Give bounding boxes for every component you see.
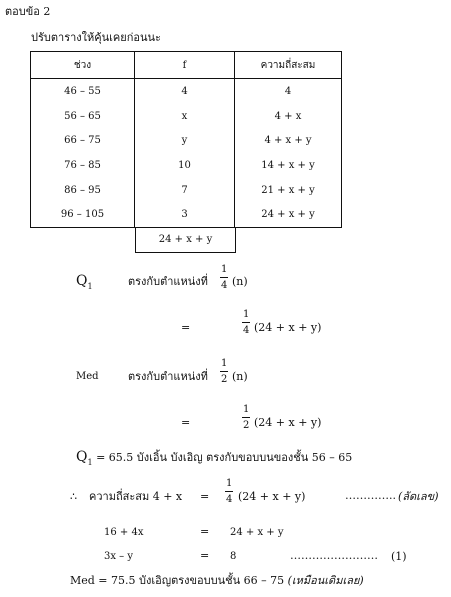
cumulative-cell: 4 + x + y (235, 128, 342, 153)
header-cumulative: ความถี่สะสม (235, 52, 342, 79)
frequency-cell: y (135, 128, 235, 153)
frequency-cell: 4 (135, 79, 235, 104)
cumulative-cell: 4 (235, 79, 342, 104)
frequency-sum-box: 24 + x + y (135, 228, 236, 253)
frequency-cell: 10 (135, 153, 235, 178)
interval-cell: 96 – 105 (31, 202, 135, 227)
frequency-cell: 3 (135, 202, 235, 227)
cumulative-cell: 24 + x + y (235, 202, 342, 227)
therefore-equals: = (200, 490, 210, 503)
eq3-rhs: 8 (230, 551, 237, 562)
interval-cell: 86 – 95 (31, 178, 135, 203)
frequency-cell: 7 (135, 178, 235, 203)
table-header-row (31, 52, 342, 79)
cumulative-cell: 4 + x (235, 104, 342, 129)
cumulative-cell: 14 + x + y (235, 153, 342, 178)
q1-value-text: = 65.5 บังเอิ้น บังเอิญ ตรงกับขอบบนของชั้น 56 – 65 (96, 451, 353, 464)
q1-label: $Q_1$ (76, 273, 93, 291)
therefore-dots: ………….. (345, 489, 396, 502)
med-expression: (24 + x + y) (254, 416, 322, 429)
q1-value-line (76, 451, 352, 465)
table-row (31, 104, 342, 129)
eq2-lhs: 16 + 4x (104, 527, 144, 538)
eq3-tag: (1) (391, 550, 407, 563)
eq3-lhs: 3x – y (104, 551, 134, 562)
header-frequency: f (135, 52, 235, 79)
q1-fraction-2: $\frac{1}{4}$ (243, 309, 250, 336)
interval-cell: 56 – 65 (31, 104, 135, 129)
therefore-note: (ลัดเลข) (398, 490, 439, 503)
med-value-text: Med = 75.5 บังเอิญตรงขอบบนชั้น 66 – 75 (70, 574, 285, 587)
med-n-text: (n) (232, 370, 248, 383)
header-interval: ช่วง (31, 52, 135, 79)
table-row (31, 202, 342, 227)
med-value-note: (เหมือนเดิมเลย) (287, 574, 364, 587)
eq3-dots: …………………… (290, 549, 378, 562)
med-fraction: $\frac{1}{2}$ (221, 358, 228, 385)
med-fraction-2: $\frac{1}{2}$ (243, 404, 250, 431)
q1-equals: = (181, 321, 191, 334)
frequency-table (30, 51, 342, 228)
eq3-equals: = (200, 549, 210, 562)
interval-cell: 76 – 85 (31, 153, 135, 178)
q1-position-text: ตรงกับตำแหน่งที่ (128, 275, 208, 288)
answer-heading: ตอบข้อ 2 (5, 5, 51, 18)
interval-cell: 66 – 75 (31, 128, 135, 153)
med-position-text: ตรงกับตำแหน่งที่ (128, 370, 208, 383)
table-row (31, 128, 342, 153)
frequency-cell: x (135, 104, 235, 129)
q1-n-text: (n) (232, 275, 248, 288)
therefore-lhs: ความถี่สะสม 4 + x (89, 490, 183, 503)
therefore-symbol: ∴ (70, 490, 77, 503)
q1-value-label: $Q_1$ (76, 449, 93, 467)
eq2-equals: = (200, 525, 210, 538)
med-equals: = (181, 416, 191, 429)
q1-fraction: $\frac{1}{4}$ (221, 264, 228, 291)
eq2-rhs: 24 + x + y (230, 527, 284, 538)
med-value-line (70, 574, 364, 587)
therefore-fraction: $\frac{1}{4}$ (226, 478, 233, 505)
cumulative-cell: 21 + x + y (235, 178, 342, 203)
interval-cell: 46 – 55 (31, 79, 135, 104)
table-row (31, 178, 342, 203)
table-row (31, 79, 342, 104)
q1-expression: (24 + x + y) (254, 321, 322, 334)
therefore-expression: (24 + x + y) (238, 490, 306, 503)
table-row (31, 153, 342, 178)
instruction-text: ปรับตารางให้คุ้นเคยก่อนนะ (31, 31, 161, 44)
med-label: Med (76, 371, 99, 382)
